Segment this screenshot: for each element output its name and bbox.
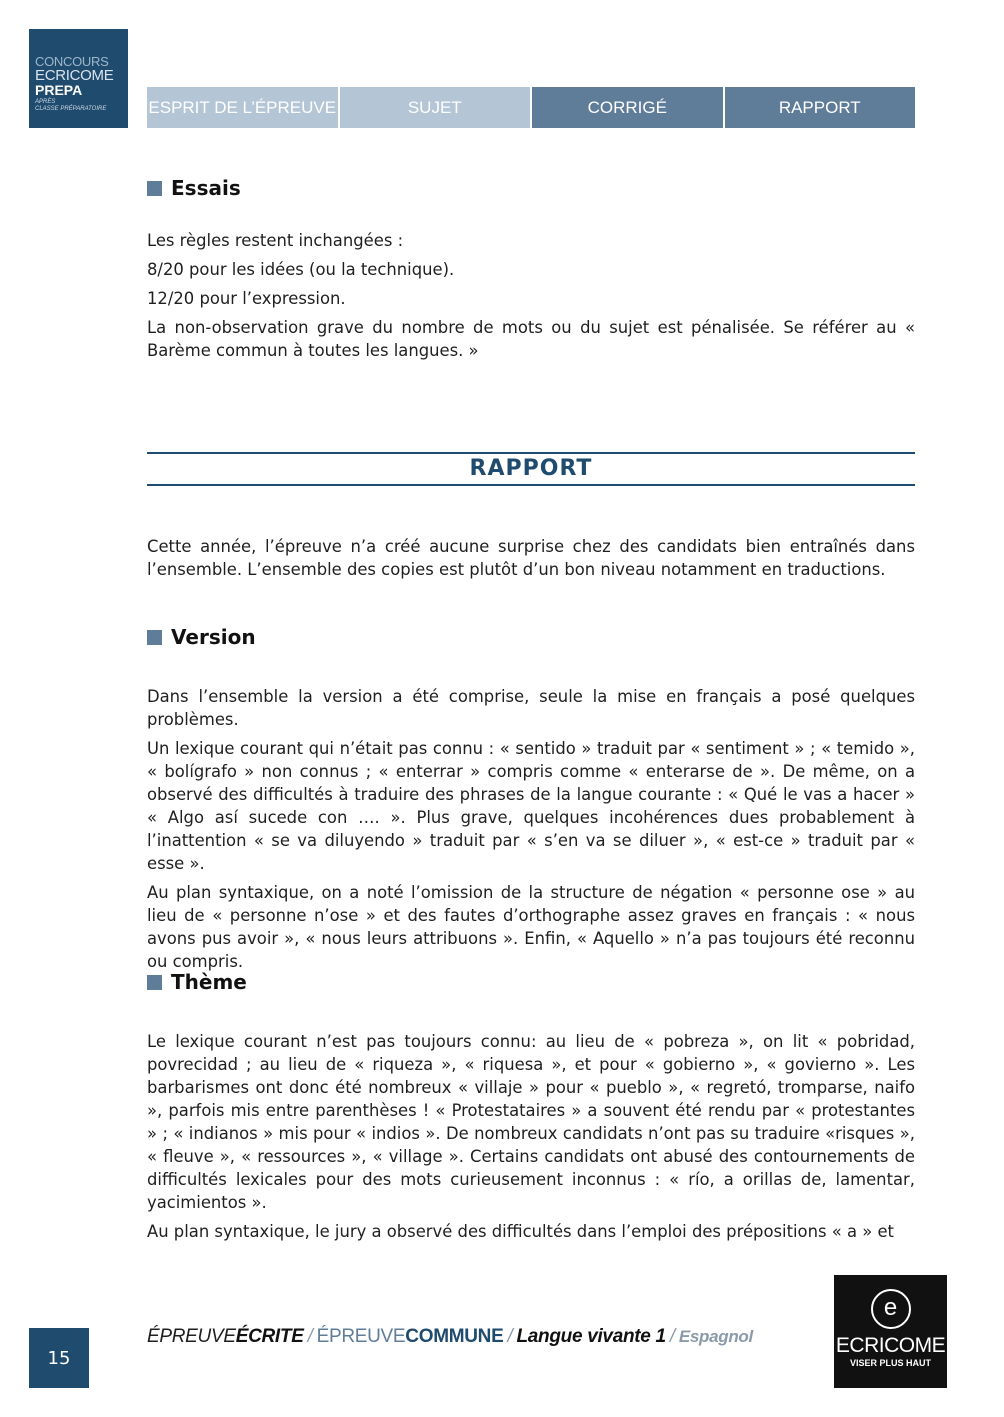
theme-heading [147,970,915,994]
footer-text: ÉPREUVE [316,1326,406,1347]
logo-tagline: VISER PLUS HAUT [849,1358,931,1368]
logo-line: ECRICOME [35,67,114,84]
footer-breadcrumb [147,1326,753,1348]
footer-separator: / [669,1326,675,1347]
logo-line: CLASSE PRÉPARATOIRE [35,106,107,112]
tab-esprit-epreuve[interactable]: ESPRIT DE L’ÉPREUVE [147,87,338,128]
paragraph: 12/20 pour l’expression. [147,289,346,308]
essais-heading [147,176,915,200]
theme-section [147,970,915,994]
footer-text: Espagnol [678,1327,753,1346]
tab-rapport[interactable]: RAPPORT [725,87,916,128]
paragraph: Un lexique courant qui n’était pas connu : « sentido » traduit par « sentiment » ; « temido », « bolígrafo » non connus ; « enterrar » compris comme « enterarse de ». De même, on a observé des difficultés à traduire des phrases de la langue courante : « Qué le vas a hacer » « Algo así sucede con …. ». Plus grave, quelques incohérences dues probablement à l’inattention « se va diluyendo » traduit par « s’en va se diluer », « est-ce » traduit par « esse ». [147,739,915,873]
paragraph: Au plan syntaxique, on a noté l’omission de la structure de négation « personne ose » au lieu de « personne n’ose » et des fautes d’orthographe assez graves en français : « nous avons pus avoir », « nous leurs attribuons ». Enfin, « Aquello » n’a pas toujours été reconnu ou compris. [147,883,915,971]
footer-text: Langue vivante 1 [516,1326,666,1347]
section-nav [147,87,915,128]
logo-line: CONCOURS [35,54,109,69]
footer-separator: / [507,1326,513,1347]
footer-text: ÉPREUVE [147,1326,236,1347]
paragraph: Dans l’ensemble la version a été comprise, seule la mise en français a posé quelques problèmes. [147,687,915,729]
version-section [147,625,915,649]
theme-body [147,1030,915,1249]
tab-sujet[interactable]: SUJET [340,87,531,128]
page-number: 15 [29,1328,89,1388]
square-bullet-icon [147,181,162,196]
heading-text: Thème [171,970,247,994]
ecricome-logo [834,1275,947,1388]
tab-corrige[interactable]: CORRIGÉ [532,87,723,128]
essais-section [147,176,915,200]
rapport-intro [147,535,915,587]
essais-body [147,229,915,368]
paragraph: Le lexique courant n’est pas toujours connu: au lieu de « pobreza », on lit « pobridad, povrecidad ; au lieu de « riqueza », « riquesa », et pour « gobierno », « govierno ». Les barbarismes ont donc été nombreux « villaje » pour « pueblo », « regretó, tromparse, naifo », parfois mis entre parenthèses ! « Protestataires » a souvent été rendu par « protestantes » ; « indianos » mis pour « indios ». De nombreux candidats n’ont pas su traduire «risques », « fleuve », « ressources », « village ». Certains candidats ont abusé des contournements de difficultés lexicales pour des mots curieusement inconnus : « río, a orillas de, lamentar, yacimientos ». [147,1032,915,1212]
square-bullet-icon [147,975,162,990]
paragraph: 8/20 pour les idées (ou la technique). [147,260,455,279]
logo-line: APRÈS [35,99,56,105]
logo-name: ECRICOME [835,1334,946,1357]
footer-text: COMMUNE [405,1326,504,1347]
paragraph: Au plan syntaxique, le jury a observé des difficultés dans l’emploi des prépositions « a » et [147,1222,894,1241]
heading-text: Version [171,625,256,649]
rapport-title: RAPPORT [147,452,915,486]
footer-text: ÉCRITE [235,1326,304,1347]
heading-text: Essais [171,176,241,200]
version-heading [147,625,915,649]
paragraph: Les règles restent inchangées : [147,231,404,250]
paragraph: La non-observation grave du nombre de mots ou du sujet est pénalisée. Se référer au « Barème commun à toutes les langues. » [147,318,915,360]
square-bullet-icon [147,630,162,645]
ecricome-e-icon: e [871,1289,911,1329]
logo-subtext [35,99,128,113]
version-body [147,685,915,979]
footer-separator: / [307,1326,313,1347]
concours-prepa-logo [29,29,128,128]
logo-line: PREPA [35,82,83,98]
paragraph: Cette année, l’épreuve n’a créé aucune surprise chez des candidats bien entraînés dans l’ensemble. L’ensemble des copies est plutôt d’un bon niveau notamment en traductions. [147,537,915,579]
